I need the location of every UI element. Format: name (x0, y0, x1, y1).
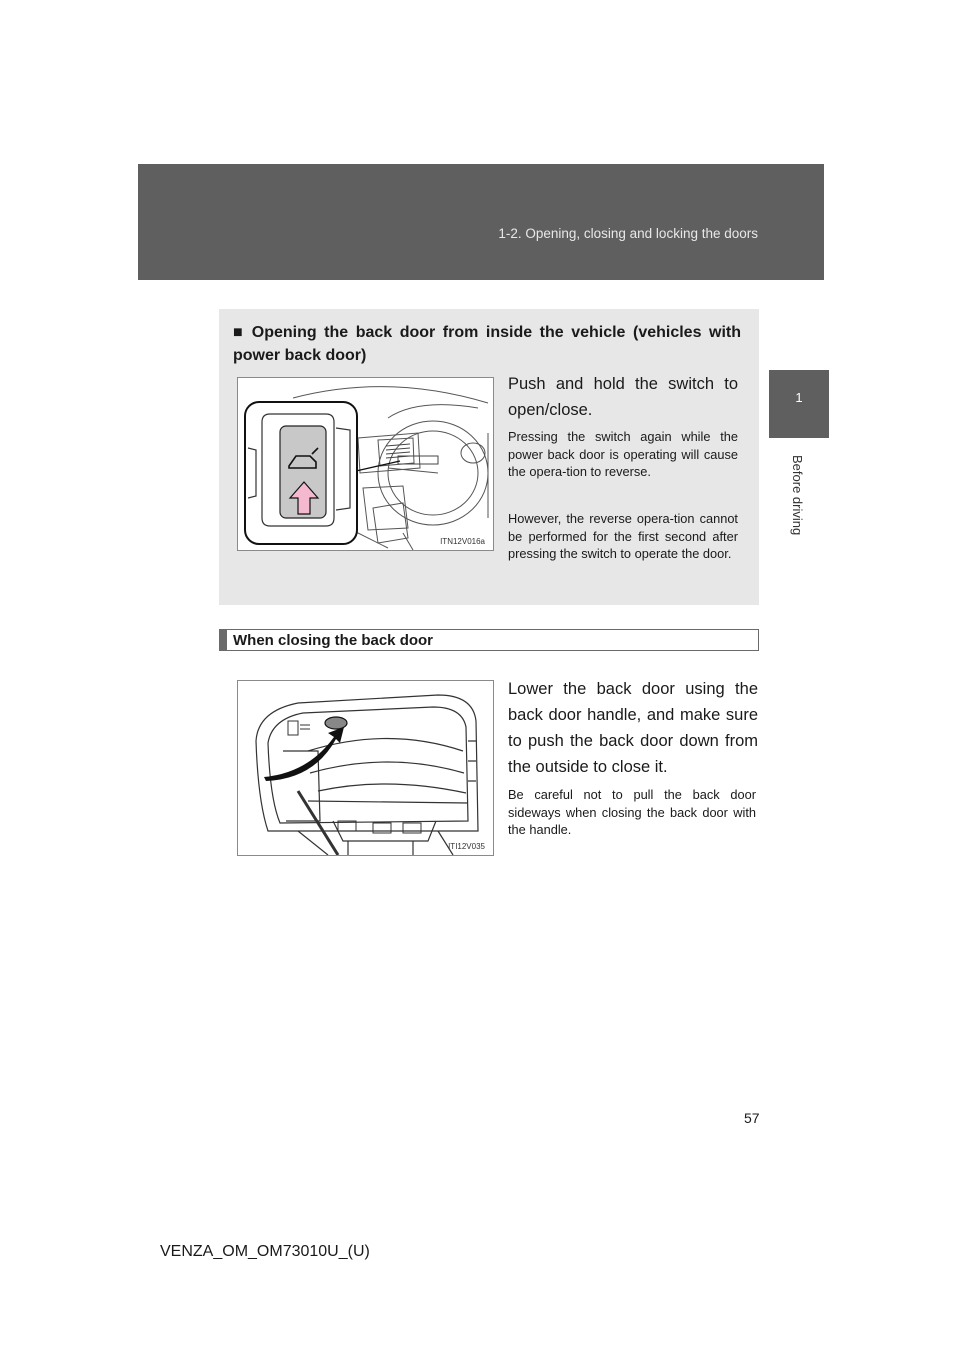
illustration-closing-back-door (237, 680, 494, 856)
info-box-note-1: Pressing the switch again while the power back door is operating will cause the opera-tion to reverse. (508, 429, 738, 479)
section-title: 1-2. Opening, closing and locking the doors (498, 226, 758, 241)
section-instruction: Lower the back door using the back door handle, and make sure to push the back door down from the outside to close it. (508, 680, 758, 776)
info-box-instruction: Push and hold the switch to open/close. (508, 375, 738, 419)
chapter-tab (769, 370, 829, 438)
info-box (219, 309, 759, 605)
info-box-heading-text: Opening the back door from inside the vehicle (vehicles with power back door) (233, 324, 741, 364)
chapter-label: Before driving (790, 455, 805, 536)
info-box-heading (233, 321, 741, 367)
illustration-code: ITN12V016a (440, 537, 485, 546)
section-heading: When closing the back door (233, 632, 434, 649)
chapter-number: 1 (795, 390, 803, 405)
document-id: VENZA_OM_OM73010U_(U) (160, 1243, 370, 1260)
section-heading-bar (219, 629, 759, 651)
info-box-note-2: However, the reverse opera-tion cannot be performed for the first second after pressing the switch to operate the door. (508, 511, 738, 561)
heading-square-icon: ■ (233, 324, 246, 341)
illustration-back-door-switch (237, 377, 494, 551)
dashboard-switch-illustration (238, 378, 493, 550)
page-number: 57 (744, 1110, 760, 1126)
section-note: Be careful not to pull the back door sideways when closing the back door with the handle. (508, 787, 756, 837)
back-door-illustration (238, 681, 493, 855)
illustration-code-2: ITI12V035 (448, 842, 485, 851)
header-band (138, 164, 824, 280)
